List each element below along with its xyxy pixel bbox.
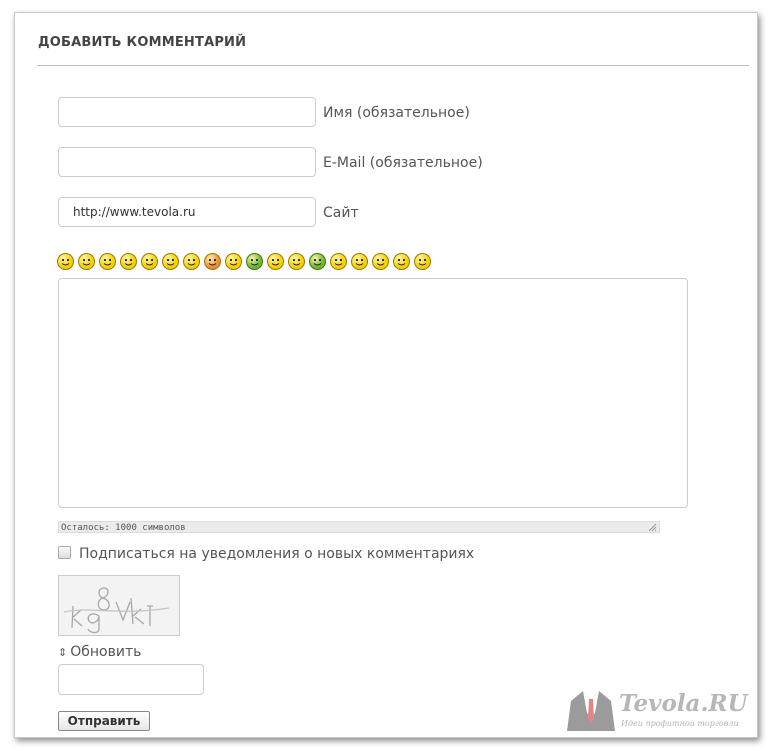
subscribe-label: Подписаться на уведомления о новых комментариях [79,546,475,562]
captcha-input[interactable] [58,664,204,695]
subscribe-checkbox[interactable] [58,546,71,559]
surprised-icon[interactable] [267,253,284,270]
title-divider [37,65,749,66]
laugh-icon[interactable] [78,253,95,270]
char-counter-text: Осталось: 1000 символов [61,523,186,533]
site-label: Сайт [323,205,359,221]
happy-icon[interactable] [120,253,137,270]
suit-logo-icon [565,687,617,731]
shocked-icon[interactable] [330,253,347,270]
tevola-watermark [553,685,753,735]
comment-textarea[interactable] [58,278,688,508]
watermark-tagline: Идеи профитной торговли [621,719,739,728]
site-input[interactable] [58,197,316,227]
resize-grip-icon[interactable] [648,523,657,532]
wink-icon[interactable] [414,253,431,270]
embarrassed-icon[interactable] [204,253,221,270]
form-title: ДОБАВИТЬ КОММЕНТАРИЙ [38,35,247,50]
name-label: Имя (обязательное) [323,105,470,121]
sick-icon[interactable] [309,253,326,270]
cool-icon[interactable] [141,253,158,270]
smile-icon[interactable] [99,253,116,270]
submit-button[interactable]: Отправить [58,711,150,731]
rolleyes-icon[interactable] [183,253,200,270]
sleepy-icon[interactable] [351,253,368,270]
captcha-code: kg8Vk [92,611,96,612]
refresh-captcha-link[interactable] [58,644,141,660]
comment-form-panel [14,12,758,738]
name-input[interactable] [58,97,316,127]
alien-icon[interactable] [246,253,263,270]
email-label: E-Mail (обязательное) [323,155,483,171]
neutral-icon[interactable] [162,253,179,270]
watermark-name: Tevola.RU [619,690,748,717]
refresh-label: Обновить [70,644,142,660]
eek-icon[interactable] [393,253,410,270]
captcha-image [58,575,180,636]
char-counter [58,521,660,533]
confused-icon[interactable] [288,253,305,270]
email-input[interactable] [58,147,316,177]
tongue-icon[interactable] [372,253,389,270]
refresh-icon: ⇕ [58,646,68,659]
biggrin-icon[interactable] [57,253,74,270]
sad-icon[interactable] [225,253,242,270]
